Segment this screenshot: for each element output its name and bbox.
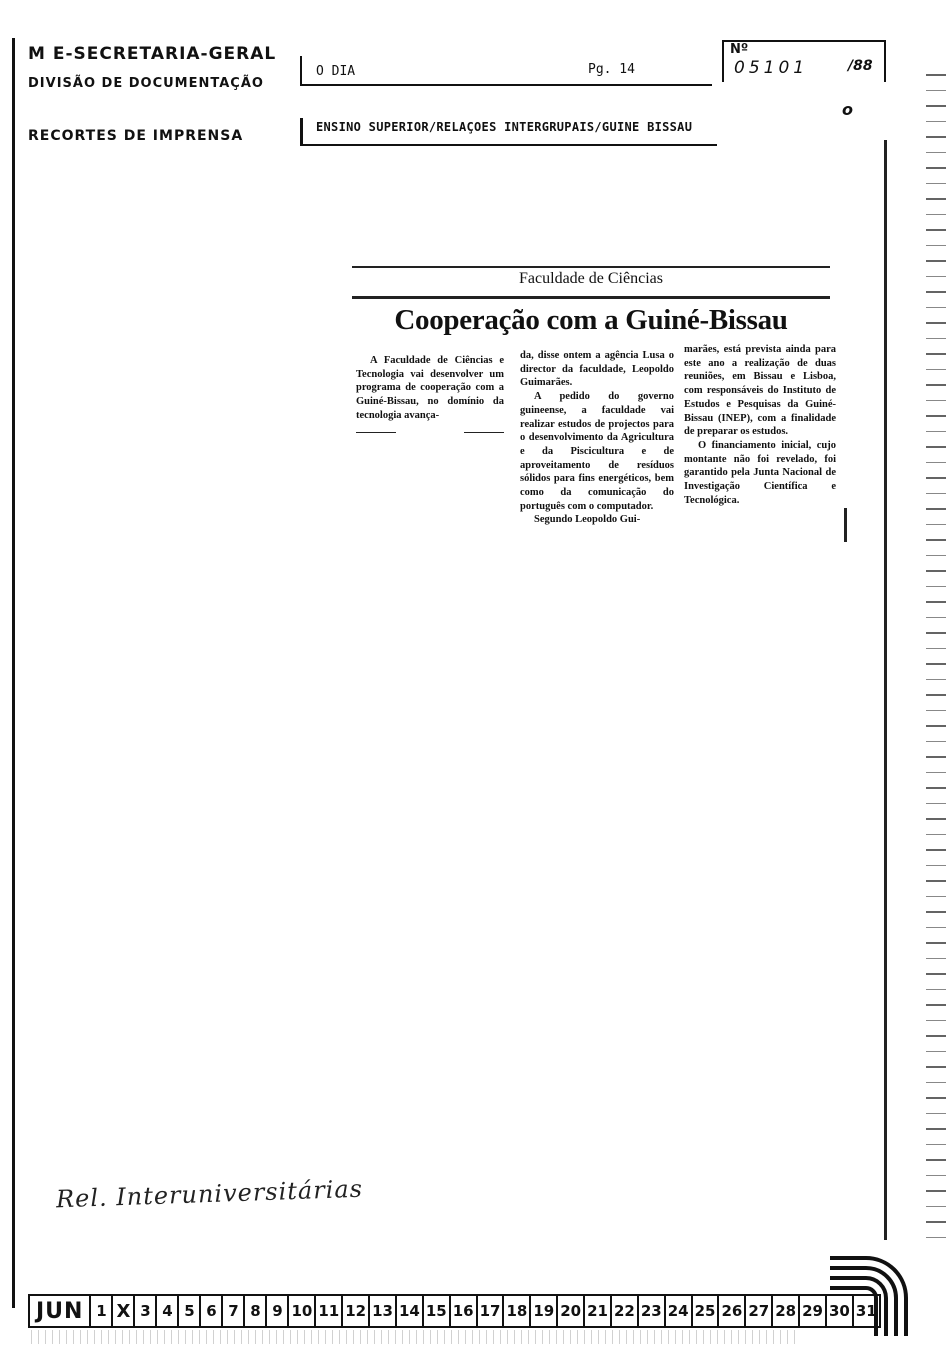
scan-edge-noise	[926, 60, 946, 1240]
date-bar-day: 27	[746, 1294, 773, 1328]
article-paragraph: O financiamento inicial, cujo montante não foi revelado, foi garantido pela Junta Nacional de Investigação Científica e Tecnológica.	[684, 439, 836, 506]
clipping-top-rule	[352, 266, 830, 268]
org-division: DIVISÃO DE DOCUMENTAÇÃO	[28, 76, 264, 91]
date-bar-day: 30	[827, 1294, 854, 1328]
date-bar-day: 31	[854, 1294, 881, 1328]
article-paragraph: Segundo Leopoldo Gui-	[534, 514, 641, 526]
date-bar-day: 14	[397, 1294, 424, 1328]
article-paragraph: marães, está prevista ainda para este ano a realização de duas reuniões, em Bissau e Lisboa, com responsáveis do Instituto de Estudos e Pesquisas da Guiné-Bissau (INEP), com a finalidade de preparar os estudos.	[684, 344, 836, 438]
date-bar-day: 4	[157, 1294, 179, 1328]
article-column-3	[684, 343, 836, 507]
number-value: 05101	[734, 58, 809, 78]
date-bar-day: 22	[612, 1294, 639, 1328]
stray-handwritten-mark: o	[842, 100, 853, 119]
article-column-1	[356, 354, 504, 423]
date-bar-day: 6	[201, 1294, 223, 1328]
article-column-2	[520, 349, 674, 527]
org-title: M E-SECRETARIA-GERAL	[28, 44, 277, 64]
source-field-box	[300, 56, 712, 86]
left-margin-rule	[12, 38, 15, 1308]
date-bar-day: 9	[267, 1294, 289, 1328]
date-bar-day: 11	[316, 1294, 343, 1328]
date-bar-day: 10	[289, 1294, 316, 1328]
ministry-logo-icon	[826, 1250, 916, 1340]
subject-text: ENSINO SUPERIOR/RELAÇOES INTERGRUPAIS/GUINE BISSAU	[316, 120, 693, 134]
clipping-headline-rule	[352, 296, 830, 299]
right-margin-rule	[884, 140, 887, 1240]
date-bar	[28, 1294, 881, 1328]
source-name: O DIA	[316, 64, 356, 79]
number-label: Nº	[730, 42, 749, 57]
date-bar-day: 15	[424, 1294, 451, 1328]
clipping-headline: Cooperação com a Guiné-Bissau	[394, 304, 788, 336]
clipping-edge-mark	[844, 508, 847, 542]
clipping-section-title: Faculdade de Ciências	[519, 270, 663, 287]
date-bar-day: 21	[585, 1294, 612, 1328]
date-bar-day: 17	[478, 1294, 505, 1328]
article-paragraph: A pedido do governo guineense, a faculdade vai realizar estudos de projectos para o desenvolvimento da Agricultura e da Piscicultura e de aproveitamento de resíduos sólidos para fins energéticos, bem como da comunicação do português com o computador.	[520, 391, 674, 512]
date-bar-day: 3	[135, 1294, 157, 1328]
article-paragraph: A Faculdade de Ciências e Tecnologia vai desenvolver um programa de cooperação com a Guiné-Bissau, no domínio da tecnologia avança-	[356, 355, 504, 421]
date-bar-day: 18	[504, 1294, 531, 1328]
date-bar-day: 1	[91, 1294, 113, 1328]
date-bar-day: 5	[179, 1294, 201, 1328]
column-end-rule	[356, 432, 504, 434]
date-bar-day: 16	[451, 1294, 478, 1328]
date-bar-day: 7	[223, 1294, 245, 1328]
date-bar-day: 20	[558, 1294, 585, 1328]
date-bar-day: 25	[693, 1294, 720, 1328]
date-bar-day: 19	[531, 1294, 558, 1328]
date-bar-day: 24	[666, 1294, 693, 1328]
source-page: Pg. 14	[588, 62, 635, 77]
date-bar-day: 23	[639, 1294, 666, 1328]
date-bar-month: JUN	[28, 1294, 91, 1328]
date-bar-scan-noise	[28, 1330, 798, 1344]
handwritten-note: Rel. Interuniversitárias	[55, 1174, 364, 1214]
date-bar-day-marked: X	[113, 1294, 135, 1328]
date-bar-day: 12	[343, 1294, 370, 1328]
date-bar-day: 13	[370, 1294, 397, 1328]
date-bar-day: 8	[245, 1294, 267, 1328]
clippings-label: RECORTES DE IMPRENSA	[28, 128, 244, 144]
date-bar-day: 29	[800, 1294, 827, 1328]
article-paragraph: da, disse ontem a agência Lusa o director da faculdade, Leopoldo Guimarães.	[520, 350, 674, 389]
date-bar-day: 26	[719, 1294, 746, 1328]
date-bar-day: 28	[773, 1294, 800, 1328]
number-year: /88	[848, 58, 873, 74]
